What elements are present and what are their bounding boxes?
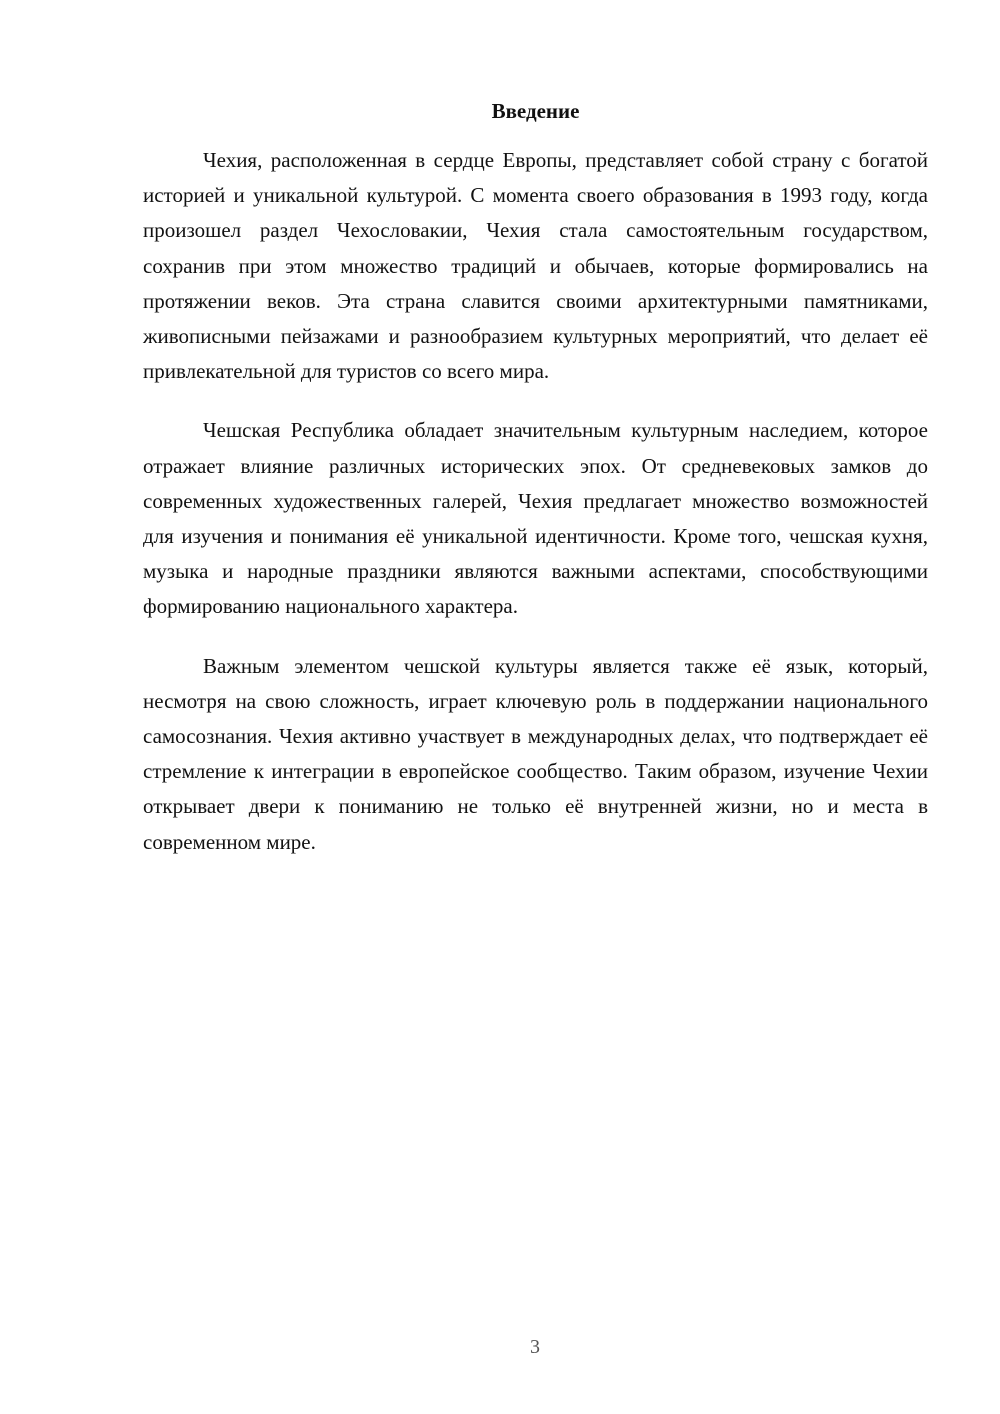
page-number: 3 (530, 1336, 540, 1358)
page-title: Введение (491, 99, 580, 123)
document-body (143, 143, 928, 884)
paragraph-1: Чехия, расположенная в сердце Европы, представляет собой страну с богатой историей и уникальной культурой. С момента своего образования в 1993 году, когда произошел раздел Чехословакии, Чехия стала самостоятельным государством, сохранив при этом множество традиций и обычаев, которые формировались на протяжении веков. Эта страна славится своими архитектурными памятниками, живописными пейзажами и разнообразием культурных мероприятий, что делает её привлекательной для туристов со всего мира. (143, 148, 928, 384)
paragraph-3: Важным элементом чешской культуры является также её язык, который, несмотря на свою сложность, играет ключевую роль в поддержании национального самосознания. Чехия активно участвует в международных делах, что подтверждает её стремление к интеграции в европейское сообщество. Таким образом, изучение Чехии открывает двери к пониманию не только её внутренней жизни, но и места в современном мире. (143, 653, 928, 854)
paragraph-2: Чешская Республика обладает значительным культурным наследием, которое отражает влияние различных исторических эпох. От средневековых замков до современных художественных галерей, Чехия предлагает множество возможностей для изучения и понимания её уникальной идентичности. Кроме того, чешская кухня, музыка и народные праздники являются важными аспектами, способствующими формированию национального характера. (143, 418, 928, 619)
